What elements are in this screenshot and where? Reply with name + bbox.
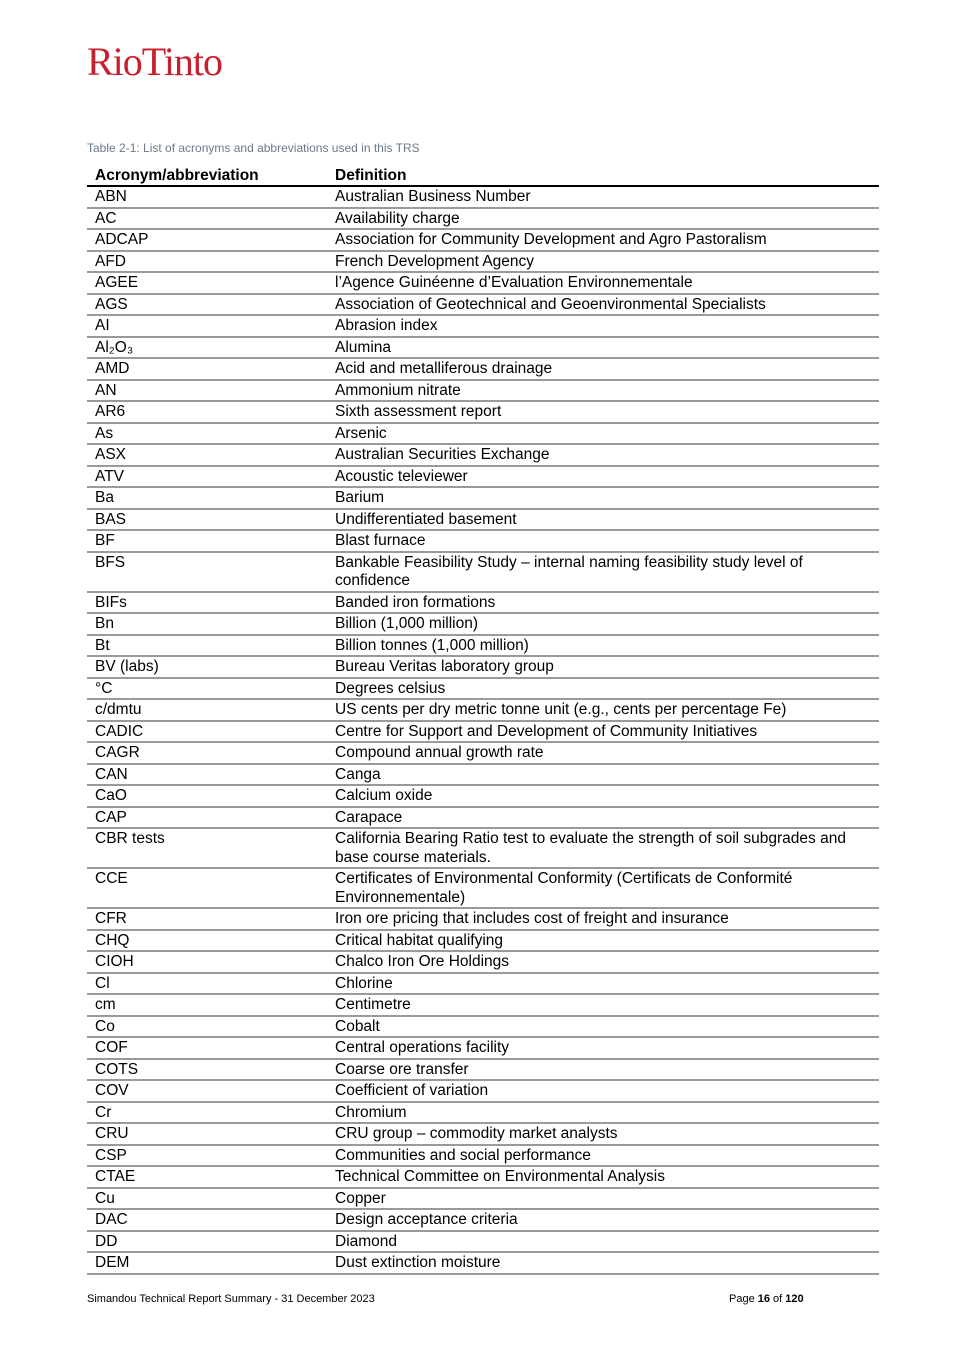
definition-cell: Diamond [327,1231,879,1253]
table-row [87,509,879,531]
definition-cell: Compound annual growth rate [327,742,879,764]
definition-cell: Degrees celsius [327,678,879,700]
acronym-cell: COTS [87,1059,327,1081]
table-row [87,1102,879,1124]
table-row [87,466,879,488]
acronym-cell: BFS [87,552,327,592]
acronym-cell: CSP [87,1145,327,1167]
acronym-cell: AMD [87,358,327,380]
definition-cell: Bankable Feasibility Study – internal naming feasibility study level of confidence [327,552,879,592]
definition-cell: Iron ore pricing that includes cost of freight and insurance [327,908,879,930]
table-row [87,908,879,930]
acronym-cell: °C [87,678,327,700]
acronym-cell: ASX [87,444,327,466]
definition-cell: California Bearing Ratio test to evaluate the strength of soil subgrades and base course materials. [327,828,879,868]
acronym-cell: Ba [87,487,327,509]
definition-cell: Centre for Support and Development of Community Initiatives [327,721,879,743]
current-page: 16 [757,1293,770,1305]
table-row [87,251,879,273]
acronym-cell: Cl [87,973,327,995]
table-row [87,678,879,700]
acronym-cell: CBR tests [87,828,327,868]
acronym-cell: Co [87,1016,327,1038]
acronym-cell: AC [87,208,327,230]
page-of: of [770,1293,786,1305]
definition-cell: Ammonium nitrate [327,380,879,402]
acronym-cell: BAS [87,509,327,531]
table-row [87,930,879,952]
page-prefix: Page [729,1293,758,1305]
acronym-cell: AN [87,380,327,402]
definition-cell: Dust extinction moisture [327,1252,879,1274]
rio-tinto-logo: RioTinto [87,39,223,84]
table-row [87,423,879,445]
table-row [87,592,879,614]
definition-cell: US cents per dry metric tonne unit (e.g., cents per percentage Fe) [327,699,879,721]
acronym-cell: As [87,423,327,445]
table-row [87,994,879,1016]
definition-cell: Centimetre [327,994,879,1016]
table-row [87,294,879,316]
table-row [87,721,879,743]
footer-page-number [729,1293,804,1305]
acronym-cell: DAC [87,1209,327,1231]
table-header-row [87,164,879,186]
acronym-cell: ABN [87,186,327,208]
table-row [87,487,879,509]
definition-cell: Chromium [327,1102,879,1124]
table-row [87,656,879,678]
table-row [87,444,879,466]
acronym-cell: CAN [87,764,327,786]
table-row [87,1037,879,1059]
table-row [87,1059,879,1081]
definition-cell: Australian Securities Exchange [327,444,879,466]
acronym-cell: DEM [87,1252,327,1274]
acronym-cell: AFD [87,251,327,273]
definition-cell: Communities and social performance [327,1145,879,1167]
definition-cell: Banded iron formations [327,592,879,614]
definition-cell: Sixth assessment report [327,401,879,423]
definition-cell: Blast furnace [327,530,879,552]
definition-cell: Cobalt [327,1016,879,1038]
table-row [87,1188,879,1210]
header-definition: Definition [327,164,879,186]
definition-cell: Design acceptance criteria [327,1209,879,1231]
table-row [87,807,879,829]
acronym-cell: Bt [87,635,327,657]
definition-cell: Association of Geotechnical and Geoenvironmental Specialists [327,294,879,316]
acronym-cell: AR6 [87,401,327,423]
table-row [87,764,879,786]
table-row [87,1209,879,1231]
definition-cell: Australian Business Number [327,186,879,208]
definition-cell: French Development Agency [327,251,879,273]
definition-cell: Critical habitat qualifying [327,930,879,952]
table-row [87,272,879,294]
definition-cell: l’Agence Guinéenne d’Evaluation Environnementale [327,272,879,294]
acronym-cell: CTAE [87,1166,327,1188]
acronym-cell: Cu [87,1188,327,1210]
table-row [87,186,879,208]
acronym-cell: Bn [87,613,327,635]
definition-cell: Billion (1,000 million) [327,613,879,635]
definition-cell: Chalco Iron Ore Holdings [327,951,879,973]
header-acronym: Acronym/abbreviation [87,164,327,186]
acronym-cell: BIFs [87,592,327,614]
table-row [87,380,879,402]
table-row [87,1123,879,1145]
acronym-cell: CCE [87,868,327,908]
definition-cell: Barium [327,487,879,509]
table-row [87,1166,879,1188]
table-row [87,613,879,635]
table-row [87,337,879,359]
table-row [87,868,879,908]
acronym-cell: CFR [87,908,327,930]
acronym-cell: COV [87,1080,327,1102]
table-caption: Table 2-1: List of acronyms and abbreviations used in this TRS [87,141,420,155]
acronym-cell: CRU [87,1123,327,1145]
table-row [87,635,879,657]
definition-cell: Canga [327,764,879,786]
acronym-cell: CAP [87,807,327,829]
acronym-cell: c/dmtu [87,699,327,721]
acronym-cell: Cr [87,1102,327,1124]
acronym-cell: BV (labs) [87,656,327,678]
definition-cell: Copper [327,1188,879,1210]
acronym-cell: ADCAP [87,229,327,251]
acronym-cell: AGEE [87,272,327,294]
table-row [87,828,879,868]
table-row [87,1231,879,1253]
definition-cell: Coarse ore transfer [327,1059,879,1081]
acronym-cell: AGS [87,294,327,316]
table-row [87,1080,879,1102]
table-row [87,401,879,423]
table-row [87,699,879,721]
acronym-cell: AI [87,315,327,337]
definition-cell: Arsenic [327,423,879,445]
acronym-cell: Al₂O₃ [87,337,327,359]
definition-cell: Alumina [327,337,879,359]
table-row [87,208,879,230]
table-row [87,973,879,995]
acronym-cell: DD [87,1231,327,1253]
table-row [87,785,879,807]
table-row [87,742,879,764]
definition-cell: Technical Committee on Environmental Analysis [327,1166,879,1188]
definition-cell: Bureau Veritas laboratory group [327,656,879,678]
table-row [87,315,879,337]
table-row [87,1252,879,1274]
acronym-cell: CIOH [87,951,327,973]
acronym-cell: cm [87,994,327,1016]
definition-cell: Calcium oxide [327,785,879,807]
definition-cell: CRU group – commodity market analysts [327,1123,879,1145]
definition-cell: Carapace [327,807,879,829]
acronym-cell: COF [87,1037,327,1059]
definition-cell: Undifferentiated basement [327,509,879,531]
acronym-cell: CAGR [87,742,327,764]
acronym-cell: CADIC [87,721,327,743]
table-row [87,358,879,380]
definition-cell: Coefficient of variation [327,1080,879,1102]
acronym-cell: ATV [87,466,327,488]
table-row [87,530,879,552]
table-row [87,552,879,592]
definition-cell: Chlorine [327,973,879,995]
definition-cell: Billion tonnes (1,000 million) [327,635,879,657]
definition-cell: Certificates of Environmental Conformity (Certificats de Conformité Environnementale) [327,868,879,908]
definition-cell: Availability charge [327,208,879,230]
acronym-cell: BF [87,530,327,552]
definition-cell: Abrasion index [327,315,879,337]
total-pages: 120 [785,1293,804,1305]
definition-cell: Acid and metalliferous drainage [327,358,879,380]
acronym-cell: CHQ [87,930,327,952]
definition-cell: Acoustic televiewer [327,466,879,488]
table-row [87,229,879,251]
table-row [87,1016,879,1038]
definition-cell: Central operations facility [327,1037,879,1059]
table-row [87,1145,879,1167]
footer-document-title: Simandou Technical Report Summary - 31 December 2023 [87,1293,375,1305]
acronyms-table [87,164,879,1275]
definition-cell: Association for Community Development and Agro Pastoralism [327,229,879,251]
table-row [87,951,879,973]
acronym-cell: CaO [87,785,327,807]
